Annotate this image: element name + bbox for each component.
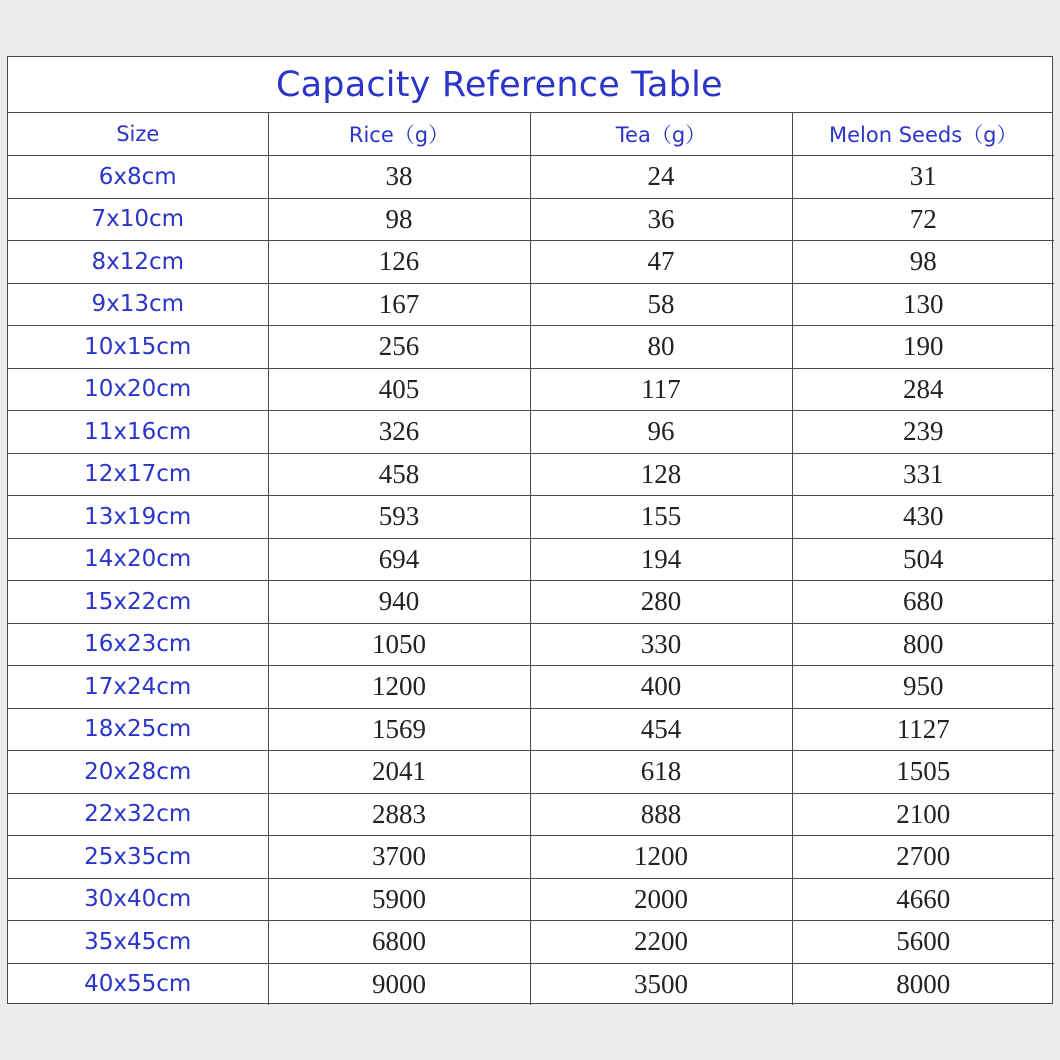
table-row bbox=[8, 878, 1054, 921]
cell-melon-seeds: 680 bbox=[792, 581, 1054, 624]
cell-size: 20x28cm bbox=[8, 751, 268, 794]
cell-melon-seeds: 72 bbox=[792, 198, 1054, 241]
table-row bbox=[8, 581, 1054, 624]
cell-size: 7x10cm bbox=[8, 198, 268, 241]
cell-rice: 167 bbox=[268, 283, 530, 326]
cell-rice: 1569 bbox=[268, 708, 530, 751]
title-row bbox=[8, 57, 1052, 113]
cell-rice: 256 bbox=[268, 326, 530, 369]
cell-melon-seeds: 5600 bbox=[792, 921, 1054, 964]
cell-melon-seeds: 331 bbox=[792, 453, 1054, 496]
cell-rice: 593 bbox=[268, 496, 530, 539]
table-header bbox=[8, 113, 1054, 156]
table-row bbox=[8, 411, 1054, 454]
cell-rice: 694 bbox=[268, 538, 530, 581]
cell-tea: 47 bbox=[530, 241, 792, 284]
cell-tea: 58 bbox=[530, 283, 792, 326]
cell-tea: 117 bbox=[530, 368, 792, 411]
cell-tea: 128 bbox=[530, 453, 792, 496]
table-row bbox=[8, 453, 1054, 496]
cell-rice: 2041 bbox=[268, 751, 530, 794]
cell-size: 22x32cm bbox=[8, 793, 268, 836]
cell-rice: 2883 bbox=[268, 793, 530, 836]
cell-melon-seeds: 190 bbox=[792, 326, 1054, 369]
cell-melon-seeds: 8000 bbox=[896, 968, 951, 999]
cell-tea: 618 bbox=[530, 751, 792, 794]
cell-size: 40x55cm bbox=[8, 963, 268, 1005]
cell-size: 10x20cm bbox=[8, 368, 268, 411]
table-row bbox=[8, 708, 1054, 751]
cell-rice: 9000 bbox=[268, 963, 530, 1005]
table-row bbox=[8, 156, 1054, 199]
cell-melon-seeds: 950 bbox=[792, 666, 1054, 709]
cell-melon-seeds: 2100 bbox=[792, 793, 1054, 836]
cell-melon-seeds: 98 bbox=[792, 241, 1054, 284]
table-row bbox=[8, 326, 1054, 369]
cell-rice: 6800 bbox=[268, 921, 530, 964]
header-tea: Tea（g） bbox=[530, 113, 792, 156]
cell-size: 13x19cm bbox=[8, 496, 268, 539]
cell-rice: 5900 bbox=[268, 878, 530, 921]
cell-rice: 126 bbox=[268, 241, 530, 284]
cell-size: 8x12cm bbox=[8, 241, 268, 284]
cell-size: 17x24cm bbox=[8, 666, 268, 709]
cell-melon-seeds: 430 bbox=[792, 496, 1054, 539]
table-row bbox=[8, 368, 1054, 411]
cell-rice: 38 bbox=[268, 156, 530, 199]
cell-tea: 3500 bbox=[530, 963, 792, 1005]
cell-tea: 280 bbox=[530, 581, 792, 624]
cell-rice: 98 bbox=[268, 198, 530, 241]
table-row bbox=[8, 666, 1054, 709]
cell-melon-seeds: 1127 bbox=[792, 708, 1054, 751]
cell-tea: 454 bbox=[530, 708, 792, 751]
cell-size: 35x45cm bbox=[8, 921, 268, 964]
cell-melon-seeds: 31 bbox=[792, 156, 1054, 199]
cell-rice: 3700 bbox=[268, 836, 530, 879]
cell-tea: 194 bbox=[530, 538, 792, 581]
cell-melon-seeds: 2700 bbox=[792, 836, 1054, 879]
cell-tea: 80 bbox=[530, 326, 792, 369]
cell-rice: 1050 bbox=[268, 623, 530, 666]
cell-tea: 2200 bbox=[530, 921, 792, 964]
table-row bbox=[8, 963, 1054, 1005]
table-title: Capacity Reference Table bbox=[276, 64, 723, 105]
cell-size: 30x40cm bbox=[8, 878, 268, 921]
table-row bbox=[8, 283, 1054, 326]
cell-rice: 940 bbox=[268, 581, 530, 624]
cell-tea: 96 bbox=[530, 411, 792, 454]
cell-size: 15x22cm bbox=[8, 581, 268, 624]
cell-size: 14x20cm bbox=[8, 538, 268, 581]
cell-melon-seeds: 504 bbox=[792, 538, 1054, 581]
table-row bbox=[8, 751, 1054, 794]
header-melon-seeds: Melon Seeds（g） bbox=[792, 113, 1054, 156]
table-row bbox=[8, 496, 1054, 539]
table-row bbox=[8, 836, 1054, 879]
cell-rice: 405 bbox=[268, 368, 530, 411]
cell-size: 10x15cm bbox=[8, 326, 268, 369]
cell-tea: 1200 bbox=[530, 836, 792, 879]
cell-size: 12x17cm bbox=[8, 453, 268, 496]
cell-tea: 24 bbox=[530, 156, 792, 199]
cell-melon-seeds: 284 bbox=[792, 368, 1054, 411]
capacity-grid bbox=[8, 113, 1054, 1005]
cell-tea: 36 bbox=[530, 198, 792, 241]
header-rice: Rice（g） bbox=[268, 113, 530, 156]
cell-melon-seeds: 4660 bbox=[792, 878, 1054, 921]
table-body bbox=[8, 156, 1054, 1006]
cell-tea: 400 bbox=[530, 666, 792, 709]
cell-tea: 330 bbox=[530, 623, 792, 666]
header-size: Size bbox=[8, 113, 268, 156]
cell-size: 16x23cm bbox=[8, 623, 268, 666]
cell-rice: 1200 bbox=[268, 666, 530, 709]
header-row bbox=[8, 113, 1054, 156]
cell-size: 11x16cm bbox=[8, 411, 268, 454]
cell-melon-seeds: 239 bbox=[792, 411, 1054, 454]
cell-size: 18x25cm bbox=[8, 708, 268, 751]
cell-melon-seeds: 800 bbox=[792, 623, 1054, 666]
cell-tea: 155 bbox=[530, 496, 792, 539]
cell-size: 6x8cm bbox=[8, 156, 268, 199]
cell-size: 25x35cm bbox=[8, 836, 268, 879]
table-row bbox=[8, 793, 1054, 836]
cell-rice: 326 bbox=[268, 411, 530, 454]
table-row bbox=[8, 198, 1054, 241]
table-row bbox=[8, 241, 1054, 284]
cell-tea: 888 bbox=[530, 793, 792, 836]
cell-melon-seeds: 1505 bbox=[792, 751, 1054, 794]
cell-melon-seeds: 130 bbox=[792, 283, 1054, 326]
capacity-table bbox=[7, 56, 1053, 1004]
cell-tea: 2000 bbox=[530, 878, 792, 921]
table-row bbox=[8, 921, 1054, 964]
cell-size: 9x13cm bbox=[8, 283, 268, 326]
table-row bbox=[8, 538, 1054, 581]
cell-rice: 458 bbox=[268, 453, 530, 496]
table-row bbox=[8, 623, 1054, 666]
